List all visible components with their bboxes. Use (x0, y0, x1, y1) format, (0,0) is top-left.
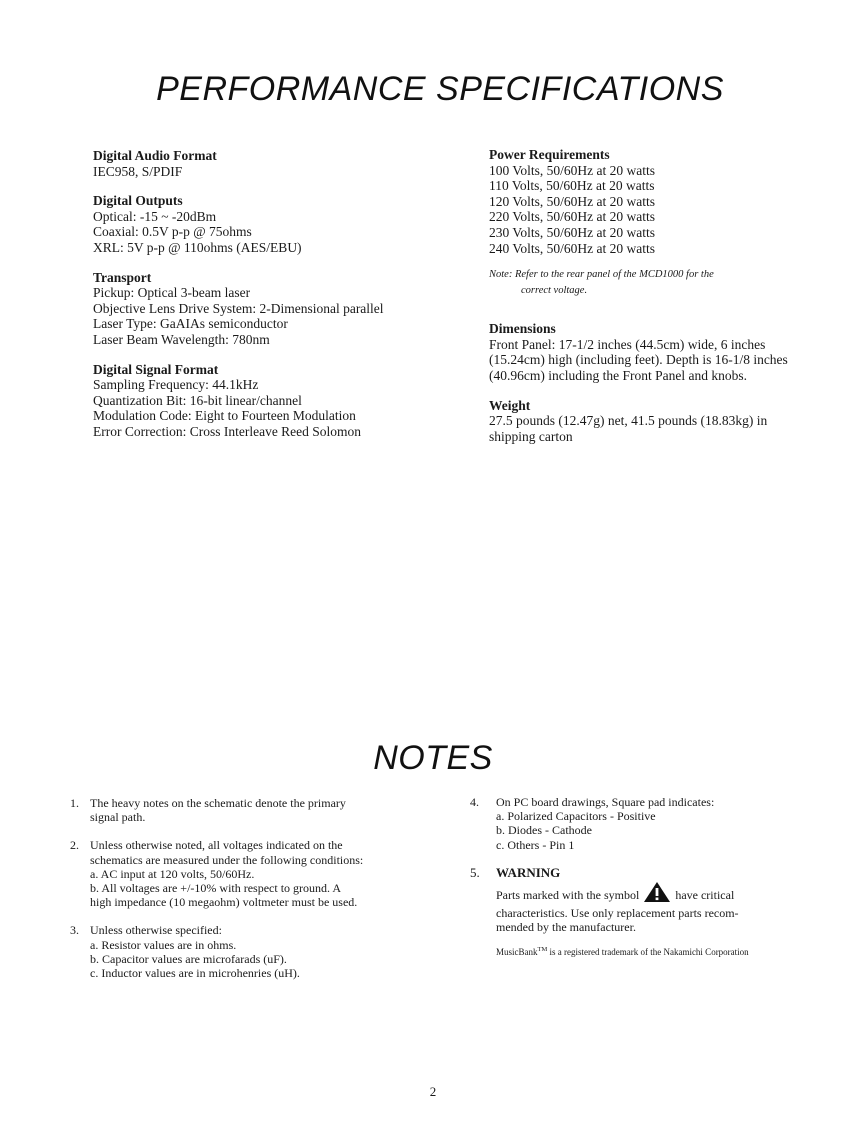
spec-digital-audio-format (93, 148, 423, 179)
power-note-line: correct voltage. (521, 285, 588, 297)
specs-left-column (93, 148, 423, 454)
spec-section-title: Digital Signal Format (93, 361, 219, 377)
spec-line: 230 Volts, 50/60Hz at 20 watts (489, 224, 656, 240)
spec-section-title: Digital Outputs (93, 193, 183, 209)
note-item (70, 923, 410, 980)
spec-section-title: Dimensions (489, 321, 556, 337)
note-item (70, 796, 410, 824)
note-line: a. AC input at 120 volts, 50/60Hz. (90, 866, 255, 881)
trademark-brand: MusicBank (496, 946, 538, 957)
spec-line: 220 Volts, 50/60Hz at 20 watts (489, 209, 656, 225)
warning-triangle-icon (643, 881, 671, 906)
spec-transport (93, 270, 423, 348)
spec-line: Sampling Frequency: 44.1kHz (93, 377, 259, 393)
note-line: a. Polarized Capacitors - Positive (496, 809, 656, 824)
power-note-line: Note: Refer to the rear panel of the MCD1000 for the (489, 269, 714, 281)
spec-line: 240 Volts, 50/60Hz at 20 watts (489, 240, 656, 256)
spec-section-title: Weight (489, 397, 531, 413)
note-number: 5. (470, 864, 480, 880)
notes-title: NOTES (373, 739, 493, 777)
warning-text: Parts marked with the symbol (496, 888, 640, 903)
spec-line: 120 Volts, 50/60Hz at 20 watts (489, 193, 656, 209)
note-line: On PC board drawings, Square pad indicates: (496, 795, 715, 809)
spec-paragraph: 27.5 pounds (12.47g) net, 41.5 pounds (18.83kg) in shipping carton (489, 413, 768, 444)
spec-line: Quantization Bit: 16-bit linear/channel (93, 392, 302, 408)
note-number: 1. (70, 796, 79, 810)
note-number: 4. (470, 795, 479, 809)
spec-line: 110 Volts, 50/60Hz at 20 watts (489, 178, 655, 194)
warning-note (470, 866, 790, 935)
spec-line: XRL: 5V p-p @ 110ohms (AES/EBU) (93, 239, 302, 255)
note-item (470, 795, 790, 852)
warning-text: mended by the manufacturer. (496, 920, 636, 935)
spec-line: Pickup: Optical 3-beam laser (93, 285, 251, 301)
note-item (70, 838, 410, 909)
spec-paragraph: Front Panel: 17-1/2 inches (44.5cm) wide, 6 inches (15.24cm) high (including feet). Depth is 16-1/8 inches (40.96cm) including the Front Panel and knobs. (489, 336, 788, 383)
note-line: high impedance (10 megaohm) voltmeter must be used. (90, 895, 358, 910)
spec-digital-outputs (93, 193, 423, 255)
note-line: The heavy notes on the schematic denote the primary (90, 796, 346, 810)
specs-right-column (489, 147, 789, 458)
note-number: 2. (70, 838, 79, 853)
note-line: c. Inductor values are in microhenries (uH). (90, 966, 300, 981)
note-line: Unless otherwise specified: (90, 923, 222, 938)
spec-line: Laser Beam Wavelength: 780nm (93, 331, 270, 347)
spec-line: Objective Lens Drive System: 2-Dimensional parallel (93, 300, 384, 316)
note-line: b. Diodes - Cathode (496, 823, 592, 838)
note-line: c. Others - Pin 1 (496, 837, 575, 852)
spec-line: 100 Volts, 50/60Hz at 20 watts (489, 162, 656, 178)
spec-power-requirements (489, 147, 789, 256)
spec-line: Laser Type: GaAIAs semiconductor (93, 316, 288, 332)
spec-digital-signal-format (93, 362, 423, 440)
page-title: PERFORMANCE SPECIFICATIONS (156, 70, 724, 108)
trademark-text: is a registered trademark of the Nakamichi Corporation (547, 946, 749, 957)
spec-line: Coaxial: 0.5V p-p @ 75ohms (93, 224, 252, 240)
note-line: a. Resistor values are in ohms. (90, 937, 237, 952)
warning-text: characteristics. Use only replacement parts recom- (496, 906, 739, 921)
note-line: Unless otherwise noted, all voltages indicated on the (90, 838, 343, 853)
spec-weight (489, 398, 789, 445)
note-number: 3. (70, 923, 79, 938)
trademark-symbol: TM (537, 945, 548, 953)
note-line: b. All voltages are +/-10% with respect to ground. A (90, 881, 342, 896)
spec-line: Optical: -15 ~ -20dBm (93, 208, 217, 224)
spec-section-title: Power Requirements (489, 147, 610, 162)
trademark-notice (496, 943, 790, 959)
power-note (489, 267, 789, 299)
warning-title: WARNING (496, 864, 561, 880)
page-number: 2 (429, 1084, 437, 1099)
spec-line: IEC958, S/PDIF (93, 163, 183, 179)
spec-section-title: Transport (93, 269, 152, 285)
note-line: signal path. (90, 810, 146, 825)
spec-dimensions (489, 321, 789, 383)
notes-left-column (70, 796, 410, 994)
note-line: schematics are measured under the following conditions: (90, 852, 364, 867)
spec-section-title: Digital Audio Format (93, 148, 217, 163)
spec-line: Modulation Code: Eight to Fourteen Modulation (93, 408, 356, 424)
spec-line: Error Correction: Cross Interleave Reed Solomon (93, 423, 362, 439)
note-line: b. Capacitor values are microfarads (uF). (90, 951, 287, 966)
warning-text: have critical (675, 888, 735, 903)
notes-right-column (470, 795, 790, 959)
